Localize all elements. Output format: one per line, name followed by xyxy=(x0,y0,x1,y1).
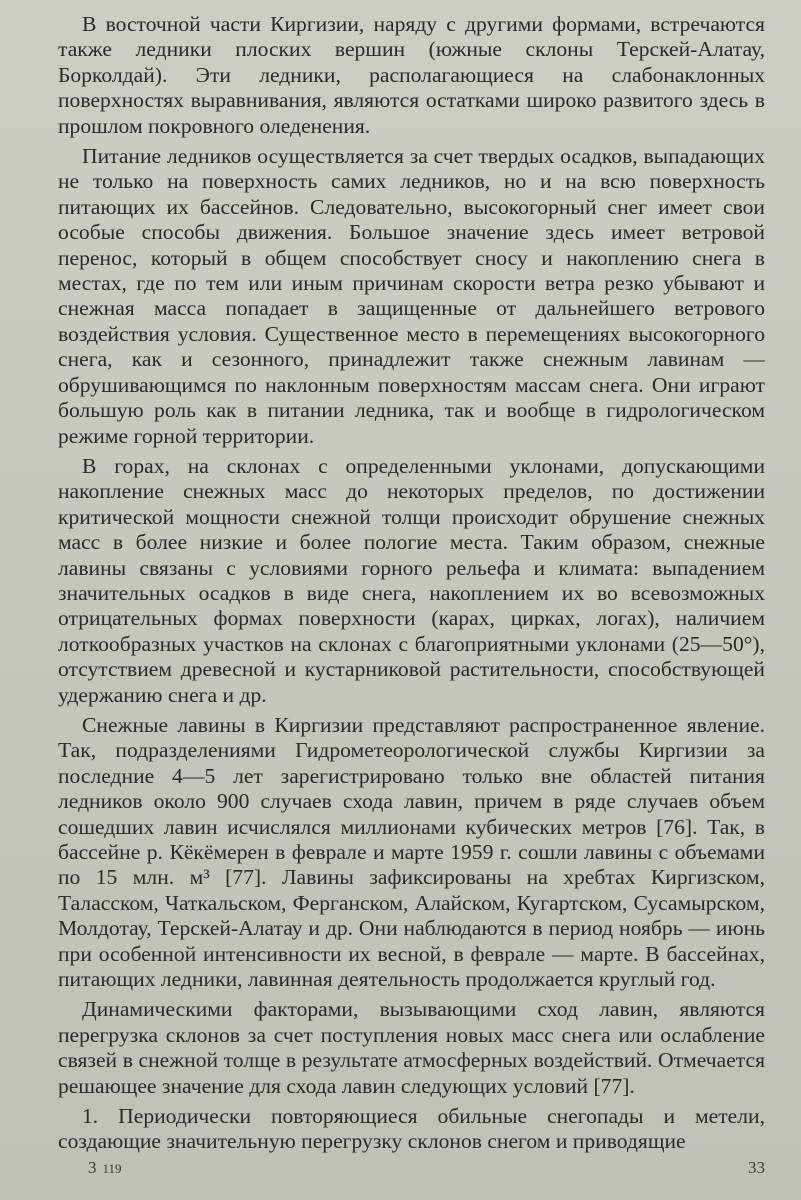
paragraph-5: Динамическими факторами, вызывающими сход лавин, являются перегрузка склонов за счет поступления новых масс снега или ослабление связей в снежной толще в результате атмосферных воздействий. Отмечается решающее значение для схода лавин следующих условий [77]. xyxy=(58,997,765,1098)
paragraph-1: В восточной части Киргизии, наряду с другими формами, встречаются также ледники плоских вершин (южные склоны Терскей-Алатау, Борколдай). Эти ледники, располагающиеся на слабонаклонных поверхностях выравнивания, являются остатками широко развитого здесь в прошлом покровного оледенения. xyxy=(58,12,765,138)
printer-signature xyxy=(88,1158,122,1178)
page-number: 33 xyxy=(748,1158,765,1177)
paragraph-2: Питание ледников осуществляется за счет твердых осадков, выпадающих не только на поверхность самих ледников, но и на всю поверхность питающих их бассейнов. Следовательно, высокогорный снег имеет свои особые способы движения. Большое значение здесь имеет ветровой перенос, который в общем способствует сносу и накоплению снега в местах, где по тем или иным причинам скорости ветра резко убывают и снежная масса попадает в защищенные от дальнейшего ветрового воздействия условия. Существенное место в перемещениях высокогорного снега, как и сезонного, принадлежит также снежным лавинам — обрушивающимся по наклонным поверхностям массам снега. Они играют большую роль как в питании ледника, так и вообще в гидрологическом режиме горной территории. xyxy=(58,144,765,448)
paragraph-3: В горах, на склонах с определенными уклонами, допускающими накопление снежных масс до некоторых пределов, по достижении критической мощности снежной толщи происходит обрушение снежных масс в более низкие и более пологие места. Таким образом, снежные лавины связаны с условиями горного рельефа и климата: выпадением значительных осадков в виде снега, накоплением их во всевозможных отрицательных формах поверхности (карах, цирках, логах), наличием лоткообразных участков на склонах с благоприятными уклонами (25—50°), отсутствием древесной и кустарниковой растительности, способствующей удержанию снега и др. xyxy=(58,453,765,707)
body-text xyxy=(58,12,765,1155)
paragraph-4: Снежные лавины в Киргизии представляют распространенное явление. Так, подразделениями Гидрометеорологической службы Киргизии за последние 4—5 лет зарегистрировано только вне областей питания ледников около 900 случаев схода лавин, причем в ряде случаев объем сошедших лавин исчислялся миллионами кубических метров [76]. Так, в бассейне р. Кёкёмерен в феврале и марте 1959 г. сошли лавины с объемами по 15 млн. м³ [77]. Лавины зафиксированы на хребтах Киргизском, Таласском, Чаткальском, Ферганском, Алайском, Кугартском, Сусамырском, Молдотау, Терскей-Алатау и др. Они наблюдаются в период ноябрь — июнь при особенной интенсивности их весной, в феврале — марте. В бассейнах, питающих ледники, лавинная деятельность продолжается круглый год. xyxy=(58,712,765,992)
signature-mark: 3 xyxy=(88,1158,97,1177)
paragraph-6: 1. Периодически повторяющиеся обильные снегопады и метели, создающие значительную перегрузку склонов снегом и приводящие xyxy=(58,1104,765,1154)
signature-sub: 119 xyxy=(102,1161,122,1176)
